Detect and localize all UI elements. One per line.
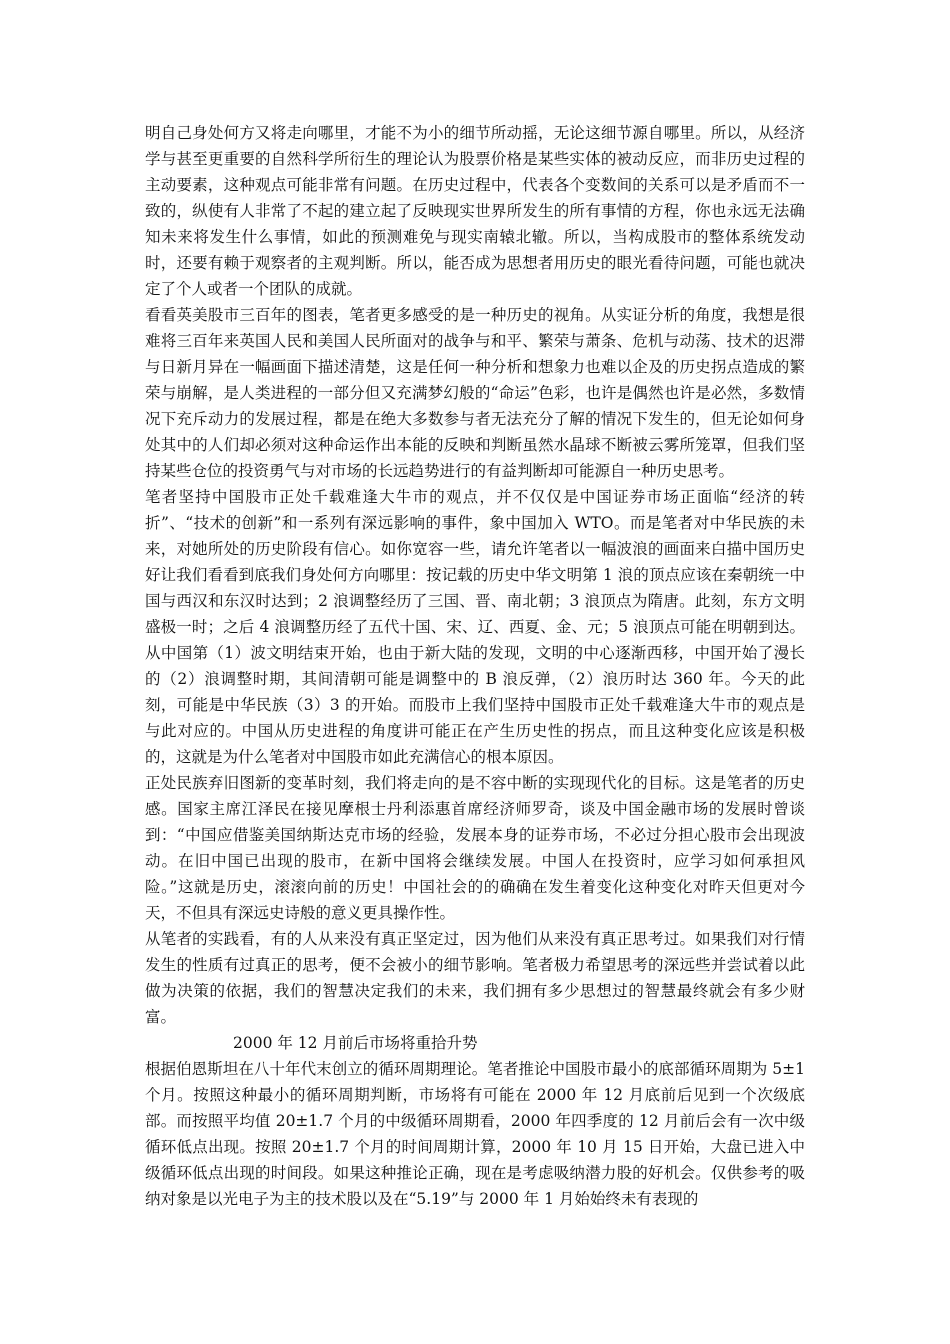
- paragraph-modernization: 正处民族弃旧图新的变革时刻，我们将走向的是不容中断的实现现代化的目标。这是笔者的历史感。国家主席江泽民在接见摩根士丹利添惠首席经济师罗奇，谈及中国金融市场的发展时曾谈到：“中国应借鉴美国纳斯达克市场的经验，发展本身的证券市场，不必过分担心股市会出现波动。在旧中国已出现的股市，在新中国将会继续发展。中国人在投资时，应学习如何承担风险。”这就是历史，滚滚向前的历史！中国社会的的确确在发生着变化这种变化对昨天但更对今天，不但具有深远史诗般的意义更具操作性。: [145, 774, 805, 922]
- section-heading: 2000 年 12 月前后市场将重拾升势: [233, 1034, 478, 1052]
- paragraph-china-bull-market: 笔者坚持中国股市正处千载难逢大牛市的观点，并不仅仅是中国证券市场正面临“经济的转折”、“技术的创新”和一系列有深远影响的事件，象中国加入 WTO。而是笔者对中华民族的未来，对她所处的历史阶段有信心。如你宽容一些，请允许笔者以一幅波浪的画面来白描中国历史好让我们看看到底我们身处何方向哪里：按记载的历史中华文明第 1 浪的顶点应该在秦朝统一中国与西汉和东汉时达到；2 浪调整经历了三国、晋、南北朝；3 浪顶点为隋唐。此刻，东方文明盛极一时；之后 4 浪调整历经了五代十国、宋、辽、西夏、金、元；5 浪顶点可能在明朝到达。从中国第（1）波文明结束开始，也由于新大陆的发现，文明的中心逐渐西移，中国开始了漫长的（2）浪调整时期，其间清朝可能是调整中的 B 浪反弹，（2）浪历时达 360 年。今天的此刻，可能是中华民族（3）3 的开始。而股市上我们坚持中国股市正处千载难逢大牛市的观点是与此对应的。中国从历史进程的角度讲可能正在产生历史性的拐点，而且这种变化应该是积极的，这就是为什么笔者对中国股市如此充满信心的根本原因。: [145, 488, 805, 766]
- paragraph-us-uk-markets: 看看英美股市三百年的图表，笔者更多感受的是一种历史的视角。从实证分析的角度，我想是很难将三百年来英国人民和美国人民所面对的战争与和平、繁荣与萧条、危机与动荡、技术的迟滞与日新月异在一幅画面下描述清楚，这是任何一种分析和想象力也难以企及的历史拐点造成的繁荣与崩解，是人类进程的一部分但又充满梦幻般的“命运”色彩，也许是偶然也许是必然，多数情况下充斥动力的发展过程，都是在绝大多数参与者无法充分了解的情况下发生的，但无论如何身处其中的人们却必须对这种命运作出本能的反映和判断虽然水晶球不断被云雾所笼罩，但我们坚持某些仓位的投资勇气与对市场的长远趋势进行的有益判断却可能源自一种历史思考。: [145, 306, 805, 480]
- paragraph-historical-perspective: 明自己身处何方又将走向哪里，才能不为小的细节所动摇，无论这细节源自哪里。所以，从经济学与甚至更重要的自然科学所衍生的理论认为股票价格是某些实体的被动反应，而非历史过程的主动要素，这种观点可能非常有问题。在历史过程中，代表各个变数间的关系可以是矛盾而不一致的，纵使有人非常了不起的建立起了反映现实世界所发生的所有事情的方程，你也永远无法确知未来将发生什么事情，如此的预测难免与现实南辕北辙。所以，当构成股市的整体系统发动时，还要有赖于观察者的主观判断。所以，能否成为思想者用历史的眼光看待问题，可能也就决定了个人或者一个团队的成就。: [145, 124, 805, 298]
- paragraph-cycle-theory: 根据伯恩斯坦在八十年代末创立的循环周期理论。笔者推论中国股市最小的底部循环周期为 5±1 个月。按照这种最小的循环周期判断，市场将有可能在 2000 年 12 月底前后见到一个次级底部。而按照平均值 20±1.7 个月的中级循环周期看，2000 年四季度的 12 月前后会有一次中级循环低点出现。按照 20±1.7 个月的时间周期计算，2000 年 10 月 15 日开始，大盘已进入中级循环低点出现的时间段。如果这种推论正确，现在是考虑吸纳潜力股的好机会。仅供参考的吸纳对象是以光电子为主的技术股以及在“5.19”与 2000 年 1 月始始终未有表现的: [145, 1060, 805, 1208]
- document-body: [145, 120, 805, 1212]
- paragraph-practice: 从笔者的实践看，有的人从来没有真正坚定过，因为他们从来没有真正思考过。如果我们对行情发生的性质有过真正的思考，便不会被小的细节影响。笔者极力希望思考的深远些并尝试着以此做为决策的依据，我们的智慧决定我们的未来，我们拥有多少思想过的智慧最终就会有多少财富。: [145, 930, 805, 1026]
